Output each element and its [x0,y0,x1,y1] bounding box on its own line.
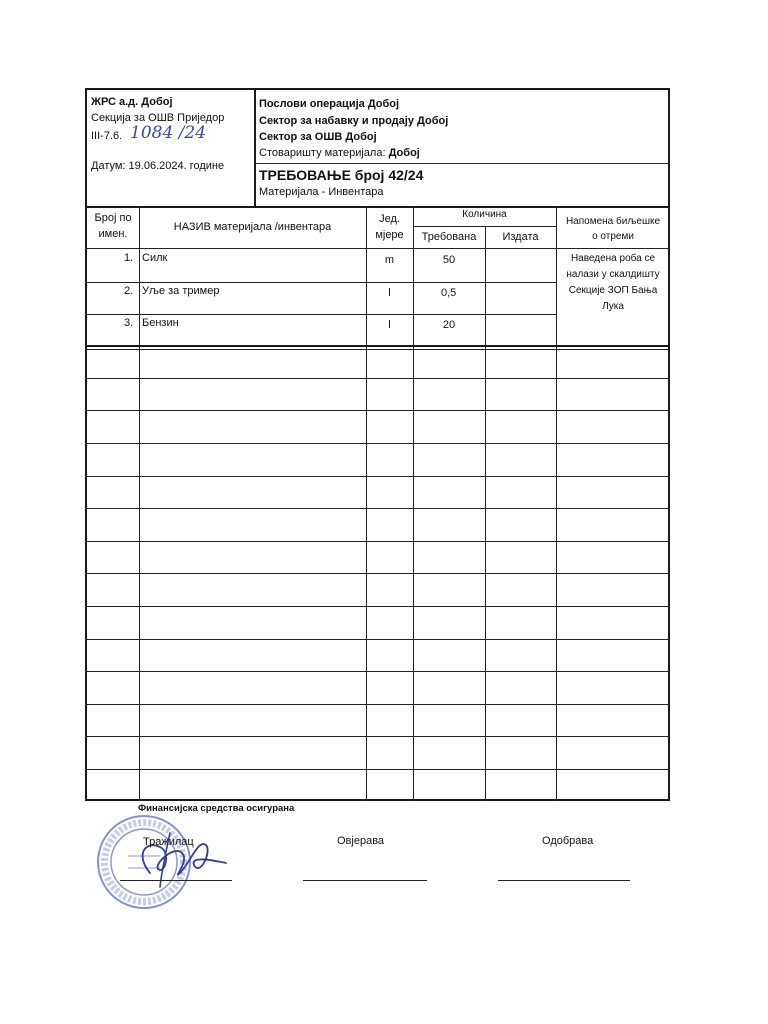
row-1-unit: m [384,254,395,266]
approves-label: Одобрава [542,835,594,847]
handwritten-number: 1084 /24 [130,123,207,143]
empty-row-line [85,443,670,444]
col-note-header-2: о отреми [592,231,634,242]
col-requested-header: Требована [421,231,477,243]
header-divider [254,88,256,206]
procurement-sector: Сектор за набавку и продају Добој [259,115,449,127]
empty-row-line [85,769,670,770]
row-1-number: 1. [124,252,134,264]
col-number-header-1: Број по [94,212,132,224]
row-3-requested: 20 [442,319,456,331]
row-2-number: 2. [124,285,134,297]
funds-note: Финансијска средства осигурана [138,803,295,814]
osv-sector: Сектор за ОШВ Добој [259,131,377,143]
warehouse-label: Стоваришту материјала: [259,147,386,159]
col-name-header: НАЗИВ материјала /инвентара [173,221,332,233]
header-bottom-border [85,206,670,208]
empty-row-line [85,639,670,640]
col-issued-header: Издата [502,231,539,243]
note-line-2: налази у скалдишту [566,269,660,280]
empty-row-line [85,378,670,379]
empty-row-line [85,671,670,672]
verifies-label: Овјерава [337,835,385,847]
document-subtitle: Материјала - Инвентара [259,186,384,198]
row-2-requested: 0,5 [441,287,457,299]
requester-signature-line [120,880,232,881]
row-1-name: Силк [142,252,168,264]
row-3-number: 3. [124,317,134,329]
col-divider-unit [413,206,414,801]
empty-row-line [85,410,670,411]
warehouse-value: Добој [388,147,420,159]
row-2-name: Уље за тример [142,285,220,297]
empty-row-line [85,606,670,607]
note-line-4: Лука [602,301,624,312]
col-number-header-2: имен. [98,228,128,240]
approves-signature-line [498,880,630,881]
empty-row-line [85,573,670,574]
row-1-bottom [85,282,556,283]
col-quantity-header: Количина [462,209,507,220]
filled-rows-separator-inner [85,349,670,350]
header-row-bottom [85,248,670,249]
header-title-separator [254,163,670,164]
col-divider-requested [485,226,486,801]
row-3-name: Бензин [142,317,179,329]
row-2-unit: l [388,287,391,299]
row-1-requested: 50 [442,254,456,266]
filled-rows-separator [85,345,670,347]
section-name: Секција за ОШВ Приједор [91,112,225,124]
note-line-1: Наведена роба се [570,253,656,264]
reference-code: III-7.6. [91,130,123,142]
note-line-3: Секције ЗОП Бања [568,285,658,296]
company-name: ЖРС а.д. Добој [91,96,173,108]
operations-office: Послови операција Добој [259,98,400,110]
row-3-unit: l [388,319,391,331]
warehouse-line [259,148,420,159]
empty-row-line [85,704,670,705]
col-note-header-1: Напомена биљешке [565,216,661,227]
document-title: ТРЕБОВАЊЕ број 42/24 [259,167,424,183]
verifies-signature-line [303,880,427,881]
empty-row-line [85,736,670,737]
col-unit-header-1: Јед. [379,213,400,225]
row-2-bottom [85,314,556,315]
empty-row-line [85,541,670,542]
empty-row-line [85,508,670,509]
document-date: Датум: 19.06.2024. године [91,160,225,172]
requester-label: Тражилац [143,836,194,848]
empty-row-line [85,476,670,477]
col-divider-number [139,206,140,801]
col-unit-header-2: мјере [375,229,404,241]
